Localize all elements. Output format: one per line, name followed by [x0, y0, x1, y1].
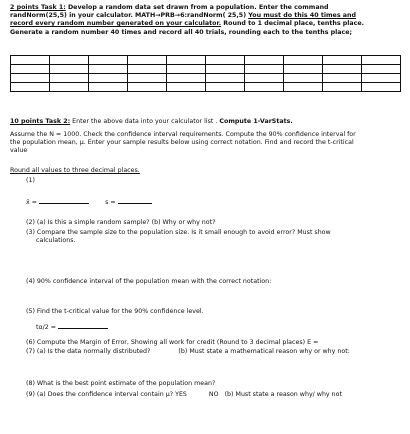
grid-cell[interactable]	[284, 56, 323, 65]
grid-cell[interactable]	[362, 65, 401, 74]
xbar-label: x̄ =	[26, 199, 38, 207]
table-row	[11, 65, 401, 74]
question-9	[26, 391, 402, 399]
task2-para-line: Assume the N = 1000. Check the confidence interval requirements. Compute the 90% confidence interval for	[10, 131, 356, 138]
grid-cell[interactable]	[206, 65, 245, 74]
randnorm-command: randNorm(25,5)	[10, 12, 67, 20]
randnorm-key: 6:randNorm( 25,5)	[180, 12, 249, 20]
grid-cell[interactable]	[50, 65, 89, 74]
question-8: (8) What is the best point estimate of the population mean?	[26, 380, 216, 387]
grid-cell[interactable]	[167, 83, 206, 92]
table-row	[11, 56, 401, 65]
grid-cell[interactable]	[245, 65, 284, 74]
grid-cell[interactable]	[128, 74, 167, 83]
grid-cell[interactable]	[89, 65, 128, 74]
grid-cell[interactable]	[50, 83, 89, 92]
repeat-instruction: You must do this 40 times and	[248, 12, 356, 20]
task2-section	[10, 118, 402, 126]
arrow-icon: →	[174, 12, 181, 20]
grid-cell[interactable]	[128, 83, 167, 92]
q9-part-a: (9) (a) Does the confidence interval contain μ? YES	[26, 391, 187, 398]
rounding-instruction: Round to 1 decimal place, tenths place.	[221, 20, 365, 28]
grid-cell[interactable]	[323, 65, 362, 74]
task1-title: 2 points Task 1:	[10, 4, 66, 11]
grid-cell[interactable]	[323, 56, 362, 65]
grid-cell[interactable]	[362, 74, 401, 83]
grid-cell[interactable]	[362, 83, 401, 92]
grid-cell[interactable]	[323, 83, 362, 92]
task2-title-rest: Enter the above data into your calculator list .	[70, 118, 220, 125]
s-answer-field[interactable]	[118, 197, 152, 204]
question-3	[26, 229, 402, 245]
task2-para-line: value	[10, 147, 28, 155]
grid-cell[interactable]	[89, 56, 128, 65]
grid-cell[interactable]	[50, 56, 89, 65]
grid-cell[interactable]	[362, 56, 401, 65]
task2-compute: Compute 1-VarStats.	[219, 118, 293, 125]
prb-menu: PRB	[160, 12, 175, 20]
q9-part-b: (b) Must state a reason why/ why not	[224, 391, 342, 398]
xbar-answer-field[interactable]	[39, 197, 89, 204]
grid-cell[interactable]	[89, 83, 128, 92]
grid-cell[interactable]	[284, 65, 323, 74]
grid-cell[interactable]	[206, 83, 245, 92]
t-critical-answer-field[interactable]	[58, 322, 108, 329]
question-1	[26, 177, 402, 207]
grid-cell[interactable]	[11, 65, 50, 74]
grid-cell[interactable]	[245, 83, 284, 92]
table-row	[11, 83, 401, 92]
grid-cell[interactable]	[167, 56, 206, 65]
question-6: (6) Compute the Margin of Error, Showing all work for credit (Round to 3 decimal places) E =	[26, 339, 319, 346]
task2-para-line: the population mean, μ. Enter your sample results below using correct notation. Find and record the t-critical	[10, 139, 354, 147]
grid-cell[interactable]	[167, 65, 206, 74]
grid-cell[interactable]	[284, 74, 323, 83]
grid-cell[interactable]	[206, 56, 245, 65]
data-entry-grid	[10, 55, 401, 92]
task2-title: 10 points Task 2:	[10, 118, 71, 125]
q9-no-option: NO	[208, 391, 219, 398]
grid-cell[interactable]	[245, 74, 284, 83]
grid-cell[interactable]	[11, 56, 50, 65]
q1-number: (1)	[26, 177, 35, 184]
question-5	[26, 308, 402, 332]
grid-cell[interactable]	[11, 83, 50, 92]
q5-text: (5) Find the t-critical value for the 90% confidence level.	[26, 308, 204, 315]
question-7	[26, 348, 402, 356]
grid-cell[interactable]	[11, 74, 50, 83]
grid-cell[interactable]	[128, 65, 167, 74]
t-critical-label: tα/2 =	[36, 324, 57, 332]
task1-title-rest: Develop a random data set drawn from a population. Enter the command	[65, 4, 329, 11]
grid-cell[interactable]	[245, 56, 284, 65]
q3-line: calculations.	[36, 237, 76, 245]
grid-cell[interactable]	[323, 74, 362, 83]
grid-cell[interactable]	[284, 83, 323, 92]
generate-instruction: Generate a random number 40 times and record all 40 trials, rounding each to the tenths place;	[10, 28, 353, 36]
question-2: (2) (a) Is this a simple random sample? (b) Why or why not?	[26, 219, 216, 226]
grid-cell[interactable]	[50, 74, 89, 83]
grid-cell[interactable]	[89, 74, 128, 83]
grid-cell[interactable]	[128, 56, 167, 65]
record-instruction: record every random number generated on your calculator.	[10, 20, 222, 28]
task1-section	[10, 4, 402, 37]
table-row	[11, 74, 401, 83]
s-label: s =	[105, 199, 116, 207]
q3-line: (3) Compare the sample size to the population size. Is it small enough to avoid error? Must show	[26, 229, 331, 236]
calculator-instruction: in your calculator. MATH	[66, 12, 156, 20]
round-note: Round all values to three decimal places.	[10, 167, 140, 174]
grid-cell[interactable]	[167, 74, 206, 83]
question-4: (4) 90% confidence interval of the population mean with the correct notation:	[26, 278, 272, 285]
q7-part-b: (b) Must state a mathematical reason why or why not:	[178, 348, 350, 355]
q7-part-a: (7) (a) Is the data normally distributed?	[26, 348, 151, 355]
arrow-icon: →	[155, 12, 161, 20]
task2-paragraph	[10, 131, 402, 156]
grid-cell[interactable]	[206, 74, 245, 83]
